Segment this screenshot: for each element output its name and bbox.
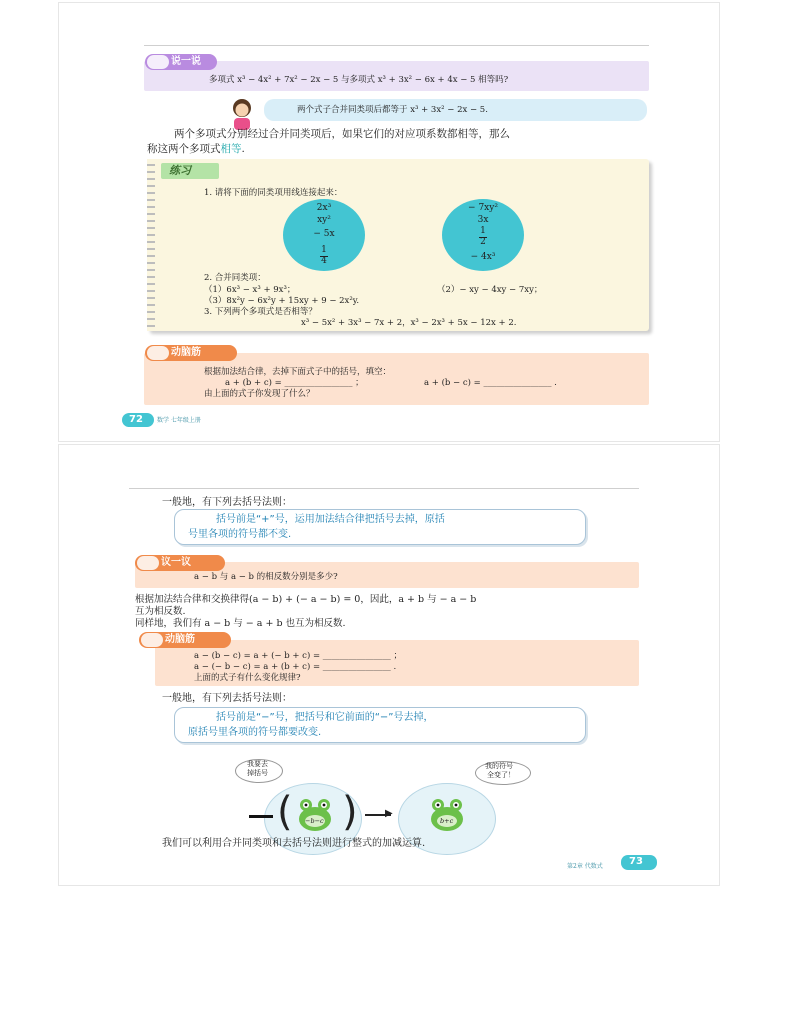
page-number: 73	[629, 856, 643, 867]
practice-q2-2: （2）− xy − 4xy − 7xy；	[437, 285, 543, 295]
right-frog-label: b+c	[440, 817, 454, 825]
discuss2-question: a − b 与 a − b 的相反数分别是多少?	[194, 572, 338, 582]
left-oval	[283, 199, 365, 271]
speech-icon	[147, 55, 169, 69]
top-rule	[129, 488, 639, 489]
rule1-line1: 括号前是“+”号，运用加法结合律把括号去掉，原括	[216, 514, 445, 525]
oval-term: − 7xy²	[468, 203, 498, 213]
oval-term: − 5x	[313, 229, 335, 239]
rule1-line2: 号里各项的符号都不变.	[188, 529, 292, 540]
activity-line2b: a + (b − c) = ________________ .	[424, 378, 557, 388]
oval-term: xy²	[317, 215, 331, 225]
practice-q2-1: （1）6x³ − x³ + 9x³；	[204, 285, 296, 295]
textbook-page-73	[58, 444, 720, 886]
girl-avatar	[229, 98, 255, 130]
oval-term: 2x³	[316, 203, 332, 213]
right-frog-speech-1: 我的符号	[485, 762, 513, 770]
top-rule	[144, 45, 649, 46]
section-header-dongnaojin: 动脑筋	[145, 345, 237, 361]
left-paren-icon: (	[277, 789, 293, 835]
right-frog-speech-2: 全变了！	[487, 771, 515, 779]
activity2-line3: 上面的式子有什么变化规律?	[194, 673, 301, 683]
oval-term: 1	[321, 245, 327, 255]
chapter-title: 第2章 代数式	[567, 863, 603, 870]
notebook-rings	[147, 159, 155, 331]
brain-icon	[141, 633, 163, 647]
section-header-shuoyishuo: 说一说	[145, 54, 217, 70]
oval-term: 1	[480, 226, 486, 236]
practice-q2-3: （3）8x²y − 6x²y + 15xy + 9 − 2x²y.	[204, 296, 360, 306]
oval-term: − 4x³	[470, 252, 496, 262]
page-number: 72	[129, 414, 143, 425]
activity2-line2: a − (− b − c) = a + (b + c) = ________________ .	[194, 662, 397, 672]
practice-q2: 2. 合并同类项：	[204, 273, 266, 283]
activity-line3: 由上面的式子你发现了什么？	[204, 389, 315, 399]
question-text: 多项式 x³ − 4x² + 7x² − 2x − 5 与多项式 x³ + 3x² − 6x + 4x − 5 相等吗?	[209, 75, 509, 85]
section-header-dongnaojin-2: 动脑筋	[139, 632, 231, 648]
paragraph1-line1: 根据加法结合律和交换律得(a − b) + (− a − b) = 0，因此，a + b 与 − a − b	[135, 594, 477, 605]
term-equal: 相等	[220, 143, 242, 155]
rule2-line1: 括号前是“−”号，把括号和它前面的“−”号去掉，	[216, 712, 434, 723]
oval-term: 4	[321, 256, 327, 266]
speech-icon	[137, 556, 159, 570]
practice-title: 练习	[169, 164, 191, 177]
minus-sign	[249, 815, 273, 818]
rule2-line2: 原括号里各项的符号都要改变.	[188, 727, 322, 738]
arrow-head-icon: ▶	[385, 808, 393, 819]
activity-line2a: a + (b + c) = ________________ ；	[225, 378, 364, 388]
left-frog-label: −b−c	[305, 817, 324, 825]
right-paren-icon: )	[342, 789, 358, 835]
paragraph2: 同样地，我们有 a − b 与 − a + b 也互为相反数.	[135, 618, 346, 629]
oval-term: 2	[480, 237, 486, 247]
left-frog-speech-2: 掉括号	[247, 769, 268, 777]
section-header-yiyiyi: 议一议	[135, 555, 225, 571]
practice-q3-expr: x³ − 5x² + 3x³ − 7x + 2，x³ − 2x³ + 5x − 12x + 2.	[301, 318, 517, 328]
definition-line2: 称这两个多项式相等.	[147, 143, 245, 155]
definition-line1: 两个多项式分别经过合并同类项后，如果它们的对应项系数都相等，那么	[174, 128, 510, 140]
practice-q1: 1. 请将下面的同类项用线连接起来：	[204, 188, 343, 198]
right-oval	[442, 199, 524, 271]
activity2-line1: a − (b − c) = a + (− b + c) = ________________ ；	[194, 651, 402, 661]
practice-q3: 3. 下列两个多项式是否相等？	[204, 307, 317, 317]
conclusion: 我们可以利用合并同类项和去括号法则进行整式的加减运算.	[162, 838, 426, 849]
brain-icon	[147, 346, 169, 360]
left-frog-speech-1: 我要去	[247, 760, 268, 768]
girl-speech-text: 两个式子合并同类项后都等于 x³ + 3x² − 2x − 5.	[297, 105, 488, 115]
book-title: 数学 七年级上册	[157, 417, 201, 424]
intro-rule2: 一般地，有下列去括号法则：	[162, 693, 292, 704]
textbook-page-72	[58, 2, 720, 442]
oval-term: 3x	[477, 215, 489, 225]
activity-line1: 根据加法结合律，去掉下面式子中的括号，填空：	[204, 367, 392, 377]
intro-rule1: 一般地，有下列去括号法则：	[162, 497, 292, 508]
paragraph1-line2: 互为相反数.	[135, 606, 186, 617]
